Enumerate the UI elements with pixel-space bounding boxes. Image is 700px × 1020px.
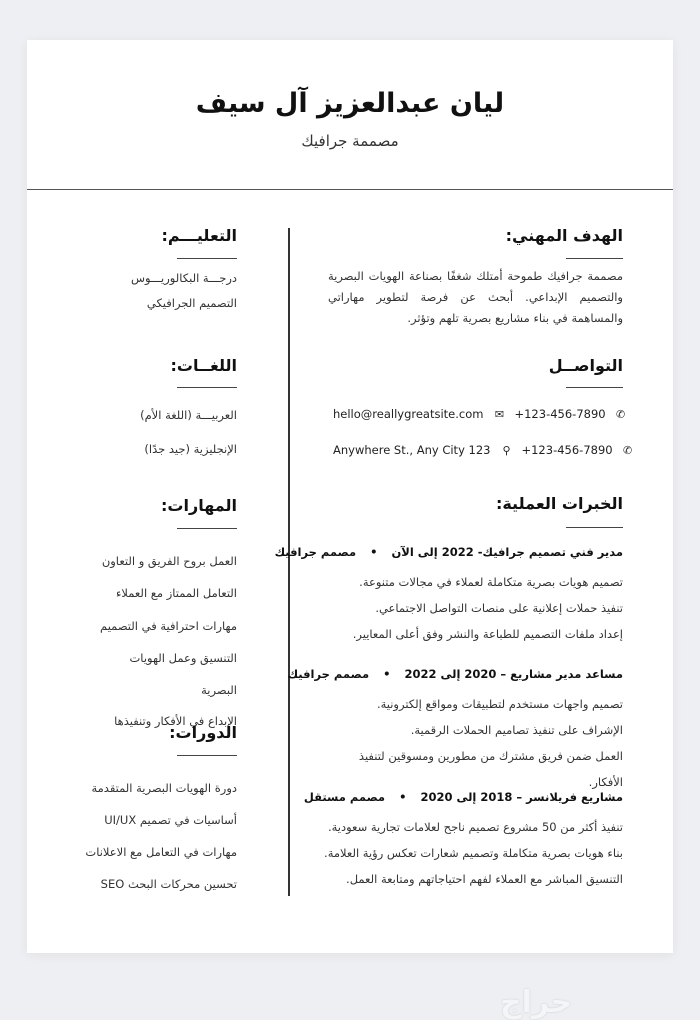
whatsapp-icon: ✆ [622, 443, 633, 457]
contact-heading: التواصــل [548, 356, 623, 375]
job-2-header [288, 667, 623, 681]
experience-heading: الخبرات العملية: [495, 494, 623, 513]
job-1-role: مصمم جرافيك [274, 545, 357, 559]
header-divider [27, 189, 673, 190]
education-line-2: التصميم الجرافيكي [146, 296, 237, 310]
skill-item-2: التعامل الممتاز مع العملاء [115, 586, 237, 600]
objective-heading: الهدف المهني: [505, 226, 623, 245]
job-3-line-3: التنسيق المباشر مع العملاء لفهم احتياجاتهم ومتابعة العمل. [346, 872, 623, 886]
job-2-line-1: تصميم واجهات مستخدم لتطبيقات ومواقع إلكترونية. [376, 697, 623, 711]
course-item-4: تحسين محركات البحث SEO [100, 877, 237, 891]
job-1-line-1: تصميم هويات بصرية متكاملة لعملاء في مجالات متنوعة. [359, 575, 623, 589]
course-item-3: مهارات في التعامل مع الاعلانات [85, 845, 237, 859]
job-3-line-2: بناء هويات بصرية متكاملة وتصميم شعارات تعكس رؤية العلامة. [324, 846, 623, 860]
resume-page [27, 40, 673, 953]
column-divider [288, 228, 290, 896]
education-rule [177, 258, 237, 259]
courses-heading: الدورات: [169, 723, 237, 742]
job-3-header [304, 790, 623, 804]
contact-row-2 [333, 443, 635, 457]
envelope-icon: ✉ [494, 407, 505, 421]
skill-item-4: التنسيق وعمل الهويات [129, 651, 237, 665]
language-item-2: الإنجليزية (جيد جدًا) [144, 442, 237, 456]
job-3-title: مشاريع فريلانسر – 2018 إلى 2020 [420, 790, 623, 804]
skill-item-3: مهارات احترافية في التصميم [100, 619, 237, 633]
job-1-line-2: تنفيذ حملات إعلانية على منصات التواصل الاجتماعي. [375, 601, 623, 615]
bullet-separator: • [383, 667, 391, 681]
address-text: Anywhere St., Any City 123 [333, 443, 491, 457]
courses-rule [177, 755, 237, 756]
objective-text: مصممة جرافيك طموحة أمتلك شغفًا بصناعة الهويات البصرية والتصميم الإبداعي. أبحث عن فرصة لتطوير مهاراتي والمساهمة في بناء مشاريع بصرية تلهم وتؤثر. [328, 269, 623, 325]
job-2-title: مساعد مدير مشاريع – 2020 إلى 2022 [404, 667, 623, 681]
education-heading: التعليـــم: [161, 226, 237, 245]
skill-item-5: البصرية [201, 683, 237, 697]
education-line-1: درجـــة البكالوريـــوس [130, 271, 237, 285]
phone-text[interactable]: +123-456-7890 [514, 407, 606, 421]
languages-rule [177, 387, 237, 388]
phone-icon: ✆ [615, 407, 626, 421]
languages-heading: اللغــات: [170, 356, 237, 375]
job-1-header [275, 545, 623, 559]
contact-row-1 [333, 407, 628, 421]
job-2-role: مصمم جرافيك [287, 667, 370, 681]
candidate-job-title: مصممة جرافيك [301, 132, 399, 150]
skill-item-6: الإبداع في الأفكار وتنفيذها [114, 714, 237, 728]
contact-rule [566, 387, 623, 388]
bullet-separator: • [399, 790, 407, 804]
job-3-line-1: تنفيذ أكثر من 50 مشروع تصميم ناجح لعلامات تجارية سعودية. [327, 820, 623, 834]
job-2-line-3: العمل ضمن فريق مشترك من مطورين ومسوقين لتنفيذ [358, 749, 623, 763]
course-item-1: دورة الهويات البصرية المتقدمة [91, 781, 237, 795]
skills-heading: المهارات: [161, 496, 237, 515]
candidate-name: ليان عبدالعزيز آل سيف [195, 88, 505, 119]
email-text[interactable]: hello@reallygreatsite.com [333, 407, 484, 421]
job-1-line-3: إعداد ملفات التصميم للطباعة والنشر وفق أعلى المعايير. [352, 627, 623, 641]
objective-rule [566, 258, 623, 259]
job-3-role: مصمم مستقل [303, 790, 386, 804]
course-item-2: أساسيات في تصميم UI/UX [104, 813, 237, 827]
haraj-watermark-logo: حراج [500, 985, 573, 1020]
map-pin-icon: ⚲ [502, 443, 511, 457]
whatsapp-text[interactable]: +123-456-7890 [521, 443, 613, 457]
bullet-separator: • [370, 545, 378, 559]
experience-rule [566, 527, 623, 528]
skill-item-1: العمل بروح الفريق و التعاون [101, 554, 237, 568]
job-2-line-4: الأفكار. [588, 775, 623, 789]
skills-rule [177, 528, 237, 529]
job-2-line-2: الإشراف على تنفيذ تصاميم الحملات الرقمية. [410, 723, 623, 737]
language-item-1: العربيـــة (اللغة الأم) [140, 408, 237, 422]
job-1-title: مدير فني تصميم جرافيك- 2022 إلى الآن [391, 545, 623, 559]
